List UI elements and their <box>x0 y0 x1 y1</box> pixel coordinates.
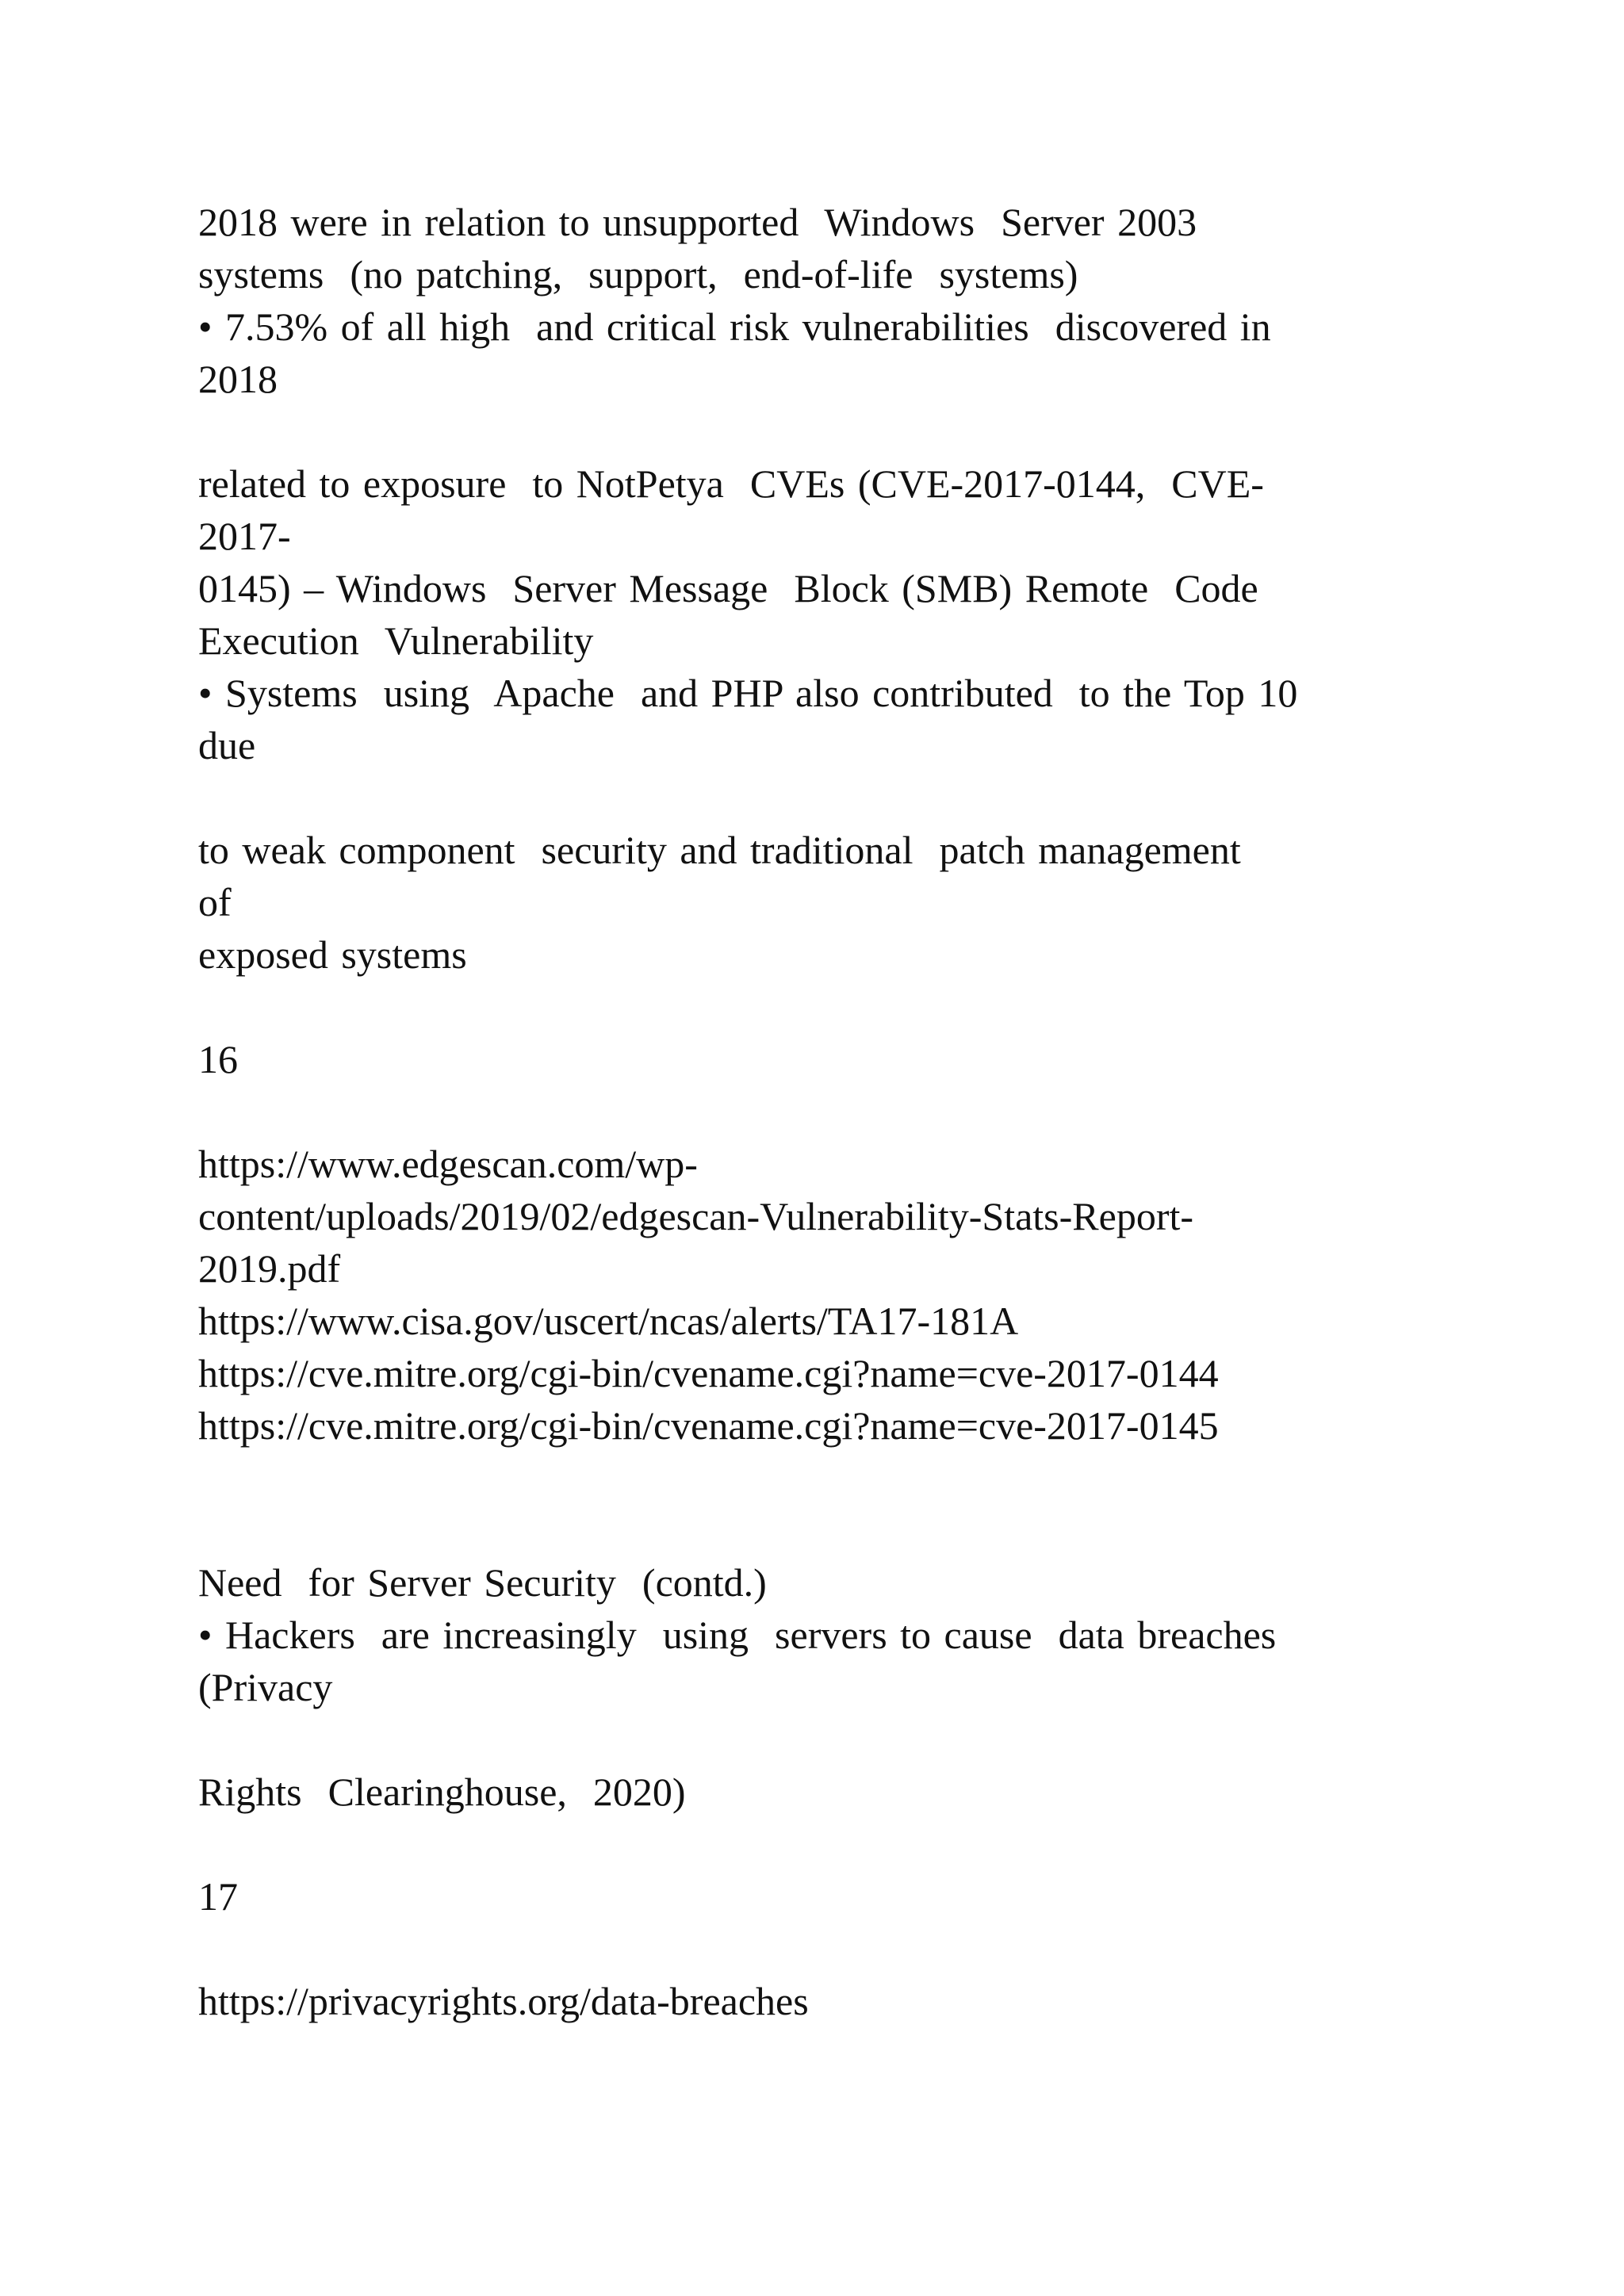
slide-number: 17 <box>198 1874 238 1919</box>
text-line: exposed systems <box>198 932 467 977</box>
reference-url: https://cve.mitre.org/cgi-bin/cvename.cgi?name=cve-2017-0145 <box>198 1403 1219 1448</box>
reference-url: https://cve.mitre.org/cgi-bin/cvename.cgi?name=cve-2017-0144 <box>198 1351 1219 1395</box>
text-line: 2018 were in relation to unsupported Windows Server 2003 <box>198 200 1197 244</box>
text-line: related to exposure to NotPetya CVEs (CVE-2017-0144, CVE- <box>198 461 1264 506</box>
reference-url: https://www.cisa.gov/uscert/ncas/alerts/TA17-181A <box>198 1299 1019 1343</box>
slide-number: 16 <box>198 1037 238 1081</box>
text-line: Rights Clearinghouse, 2020) <box>198 1770 686 1814</box>
text-line: 2017- <box>198 514 291 558</box>
text-line: of <box>198 880 232 924</box>
section-heading: Need for Server Security (contd.) <box>198 1560 767 1605</box>
text-line: 0145) – Windows Server Message Block (SMB) Remote Code <box>198 566 1258 610</box>
reference-url: 2019.pdf <box>198 1246 341 1291</box>
reference-url: https://www.edgescan.com/wp- <box>198 1142 698 1186</box>
text-line: to weak component security and traditional patch management <box>198 828 1241 872</box>
text-line: systems (no patching, support, end-of-life systems) <box>198 252 1078 297</box>
text-line: (Privacy <box>198 1665 333 1709</box>
bullet-item: • 7.53% of all high and critical risk vulnerabilities discovered in <box>198 304 1271 349</box>
text-line: 2018 <box>198 357 278 401</box>
bullet-item: • Systems using Apache and PHP also contributed to the Top 10 <box>198 671 1298 715</box>
reference-url: content/uploads/2019/02/edgescan-Vulnerability-Stats-Report- <box>198 1194 1194 1238</box>
text-line: due <box>198 723 256 767</box>
reference-url: https://privacyrights.org/data-breaches <box>198 1979 809 2023</box>
text-line: Execution Vulnerability <box>198 618 594 663</box>
bullet-item: • Hackers are increasingly using servers to cause data breaches <box>198 1613 1277 1657</box>
